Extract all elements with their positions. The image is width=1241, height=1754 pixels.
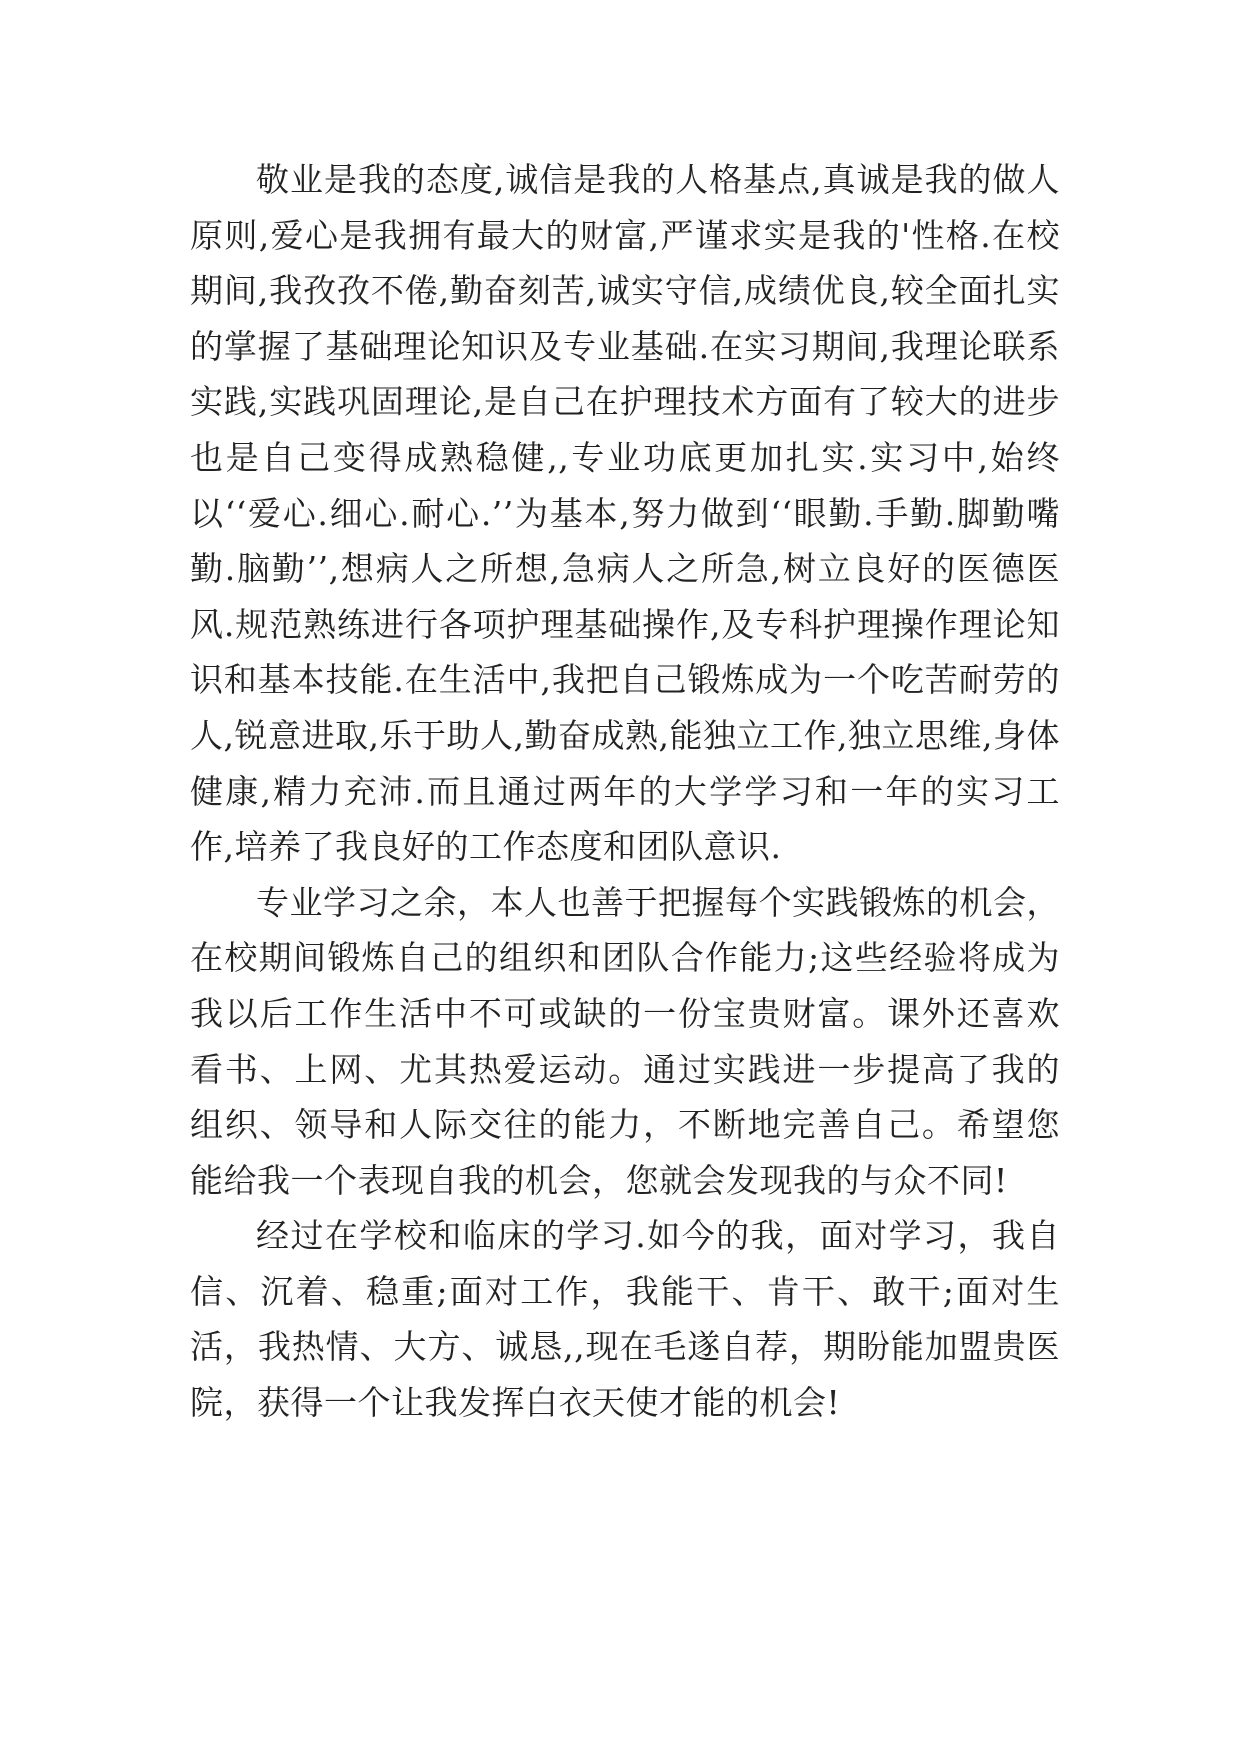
paragraph-extracurricular: 专业学习之余，本人也善于把握每个实践锻炼的机会，在校期间锻炼自己的组织和团队合作能力;这些经验将成为我以后工作生活中不可或缺的一份宝贵财富。课外还喜欢看书、上网、尤其热爱运动。通过实践进一步提高了我的组织、领导和人际交往的能力，不断地完善自己。希望您能给我一个表现自我的机会，您就会发现我的与众不同! [190,882,1060,1200]
document-body [190,152,1060,1431]
paragraph-work-attitude: 敬业是我的态度,诚信是我的人格基点,真诚是我的做人原则,爱心是我拥有最大的财富,严谨求实是我的'性格.在校期间,我孜孜不倦,勤奋刻苦,诚实守信,成绩优良,较全面扎实的掌握了基础理论知识及专业基础.在实习期间,我理论联系实践,实践巩固理论,是自己在护理技术方面有了较大的进步也是自己变得成熟稳健,,专业功底更加扎实.实习中,始终以‘‘爱心.细心.耐心.’’为基本,努力做到‘‘眼勤.手勤.脚勤嘴勤.脑勤’’,想病人之所想,急病人之所急,树立良好的医德医风.规范熟练进行各项护理基础操作,及专科护理操作理论知识和基本技能.在生活中,我把自己锻炼成为一个吃苦耐劳的人,锐意进取,乐于助人,勤奋成熟,能独立工作,独立思维,身体健康,精力充沛.而且通过两年的大学学习和一年的实习工作,培养了我良好的工作态度和团队意识. [190,160,1060,867]
paragraph-self-recommendation: 经过在学校和临床的学习.如今的我，面对学习，我自信、沉着、稳重;面对工作，我能干、肯干、敢干;面对生活，我热情、大方、诚恳,,现在毛遂自荐，期盼能加盟贵医院，获得一个让我发挥白衣天使才能的机会! [190,1216,1060,1423]
